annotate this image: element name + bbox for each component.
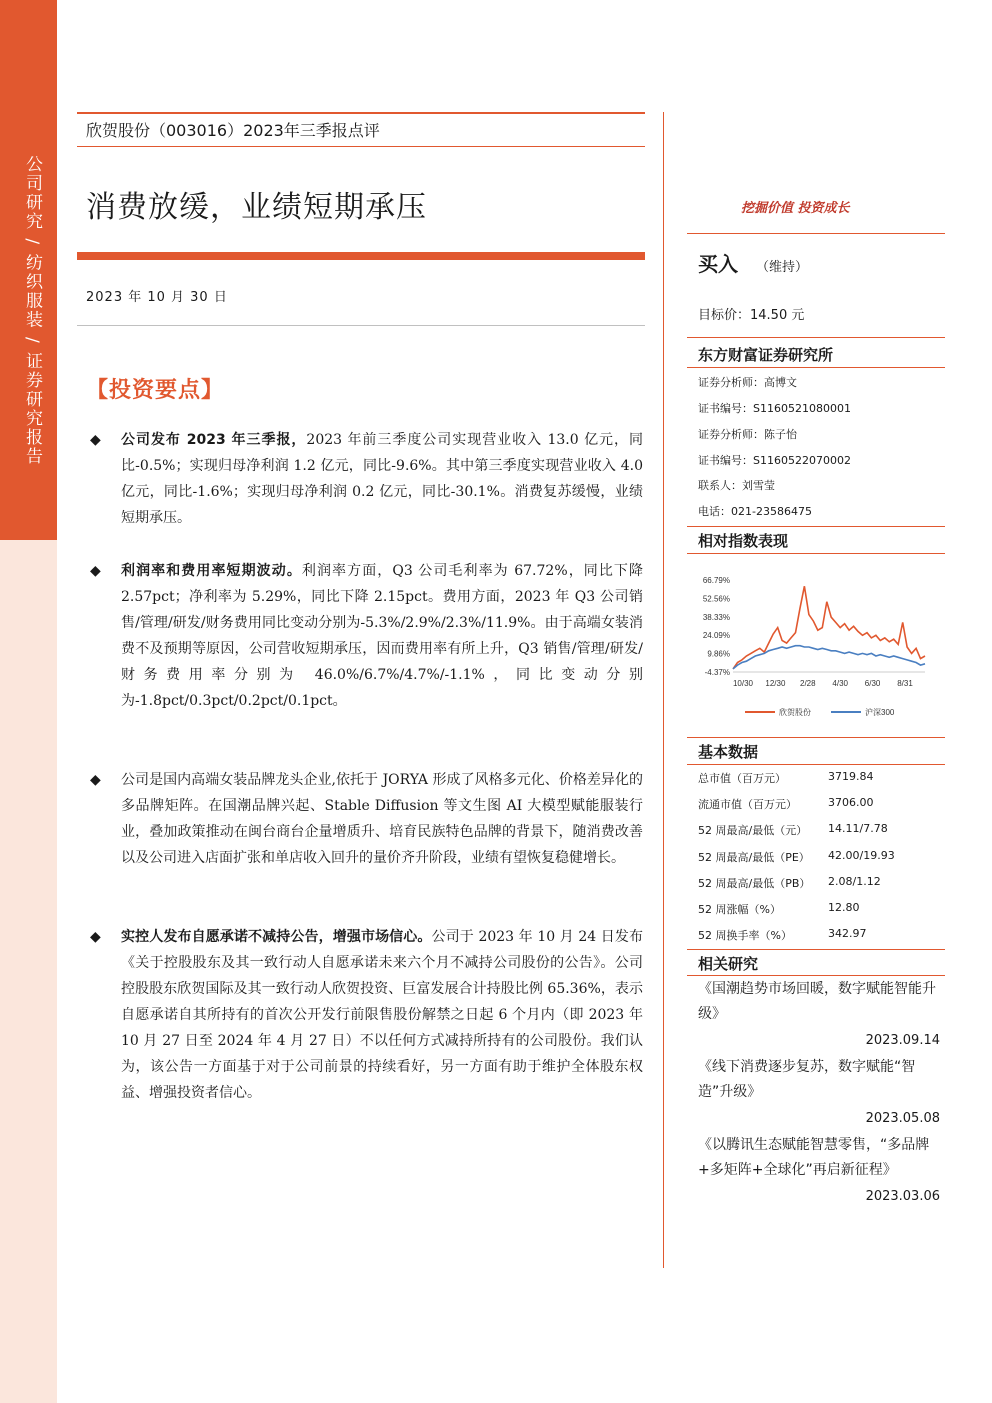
legend-label: 欣贺股份 — [779, 708, 811, 717]
contact-info: 联系人：刘雪莹 — [698, 479, 775, 492]
basic-row — [698, 822, 938, 838]
diamond-bullet-icon: ◆ — [90, 432, 101, 448]
rating: 买入 — [698, 252, 738, 276]
analyst-info: 证书编号：S1160521080001 — [698, 402, 851, 415]
y-tick-label: 24.09% — [702, 631, 730, 641]
rating-note: （维持） — [756, 260, 809, 275]
point-2-text: 利润率方面，Q3 公司毛利率为 67.72%，同比下降 2.57pct；净利率为 5.29%，同比下降 2.15pct。费用方面，2023 年 Q3 公司销售/管理/研发/财务费用同比变动分别为-5.3%/2.9%/2.3%/11.9%。由于高端女装消费不及预期等原因，公司营收短期承压，因而费用率有所上升，Q3 销售/管理/研发/财务费用率分别为 46.0%/6.7%/4.7%/-1.1%，同比变动分别为-1.8pct/0.3pct/0.2pct/0.1pct。 — [121, 563, 643, 709]
point-3 — [121, 767, 643, 871]
basic-value: 3719.84 — [828, 770, 874, 783]
basic-row — [698, 927, 938, 943]
column-divider — [663, 112, 664, 1268]
y-tick-label: -4.37% — [704, 668, 730, 677]
x-tick-label: 6/30 — [864, 679, 881, 688]
x-tick-label: 8/31 — [897, 679, 913, 688]
basic-label: 52 周换手率（%） — [698, 929, 792, 942]
date-divider — [77, 325, 645, 326]
page-title: 消费放缓，业绩短期承压 — [86, 190, 427, 225]
x-tick-label: 12/30 — [765, 679, 786, 688]
sidebar-category: 公司研究 / 纺织服装 / 证券研究报告 — [22, 155, 42, 467]
basic-row — [698, 875, 938, 891]
basic-row — [698, 770, 938, 786]
report-type: 欣贺股份（003016）2023年三季报点评 — [86, 121, 380, 140]
basic-row — [698, 849, 938, 865]
basic-value: 12.80 — [828, 901, 860, 914]
analyst-info: 证券分析师：陈子怡 — [698, 428, 797, 441]
analyst-info: 证券分析师：高博文 — [698, 376, 797, 389]
diamond-bullet-icon: ◆ — [90, 772, 101, 788]
basic-label: 52 周最高/最低（PE） — [698, 851, 810, 864]
institute-name: 东方财富证券研究所 — [698, 346, 834, 364]
related-report-title: 《线下消费逐步复苏，数字赋能“智造”升级》 — [698, 1059, 916, 1100]
x-tick-label: 2/28 — [800, 679, 816, 688]
y-tick-label: 9.86% — [707, 649, 730, 659]
x-tick-label: 4/30 — [832, 679, 848, 688]
basic-value: 3706.00 — [828, 796, 874, 809]
related-report-title: 《国潮趋势市场回暖，数字赋能智能升级》 — [698, 981, 936, 1022]
related-report-title: 《以腾讯生态赋能智慧零售，“多品牌+多矩阵+全球化”再启新征程》 — [698, 1137, 930, 1178]
sidebar — [0, 0, 57, 1403]
perf-line-bottom — [687, 553, 945, 554]
related-research-heading: 相关研究 — [698, 955, 759, 973]
target-price: 目标价：14.50 元 — [698, 308, 805, 323]
perf-line — [687, 526, 945, 527]
point-2-lead: 利润率和费用率短期波动。 — [121, 563, 302, 579]
performance-heading: 相对指数表现 — [698, 532, 789, 550]
relative-performance-chart — [687, 560, 945, 730]
legend-label: 沪深300 — [865, 708, 895, 717]
basic-value: 2.08/1.12 — [828, 875, 881, 888]
basic-label: 总市值（百万元） — [698, 772, 786, 785]
institute-line-bottom — [687, 367, 945, 368]
point-3-text: 公司是国内高端女装品牌龙头企业,依托于 JORYA 形成了风格多元化、价格差异化的多品牌矩阵。在国潮品牌兴起、Stable Diffusion 等文生图 AI 大模型赋能服装行业，叠加政策推动在闽台商台企量增质升、培育民族特色品牌的背景下，随消费改善以及公司进入店面扩张和单店收入回升的量价齐升阶段，业绩有望恢复稳健增长。 — [121, 772, 643, 866]
related-report-date: 2023.05.08 — [865, 1111, 940, 1126]
related-line-bottom — [687, 975, 945, 976]
y-tick-label: 52.56% — [702, 594, 730, 604]
basic-label: 流通市值（百万元） — [698, 798, 797, 811]
diamond-bullet-icon: ◆ — [90, 563, 101, 579]
basic-label: 52 周最高/最低（PB） — [698, 877, 811, 890]
basic-line-bottom — [687, 764, 945, 765]
basic-value: 342.97 — [828, 927, 867, 940]
basic-label: 52 周涨幅（%） — [698, 903, 781, 916]
basic-data-heading: 基本数据 — [698, 743, 759, 761]
point-2 — [121, 558, 643, 714]
point-4-text: 公司于 2023 年 10 月 24 日发布《关于控股股东及其一致行动人自愿承诺未来六个月不减持公司股份的公告》。公司控股股东欣贺国际及其一致行动人欣贺投资、巨富发展合计持股比例 65.36%，表示自愿承诺自其所持有的首次公开发行前限售股份解禁之日起 6 个月内（即 2023 年 10 月 27 日至 2024 年 4 月 27 日）不以任何方式减持所持有的公司股份。我们认为，该公告一方面基于对于公司前景的持续看好，另一方面有助于维护全体股东权益、增强投资者信心。 — [121, 929, 644, 1101]
related-report-date: 2023.03.06 — [865, 1189, 940, 1204]
basic-line — [687, 737, 945, 738]
point-1-lead: 公司发布 2023 年三季报， — [121, 432, 307, 448]
point-4 — [121, 924, 643, 1106]
point-1 — [121, 427, 643, 531]
point-1-text: 2023 年前三季度公司实现营业收入 13.0 亿元，同比-0.5%；实现归母净利润 1.2 亿元，同比-9.6%。其中第三季度实现营业收入 4.0 亿元，同比-1.6%；实现归母净利润 0.2 亿元，同比-30.1%。消费复苏缓慢，业绩短期承压。 — [121, 432, 644, 526]
contact-info: 电话：021-23586475 — [698, 505, 812, 518]
y-tick-label: 66.79% — [702, 576, 730, 585]
basic-row — [698, 901, 938, 917]
basic-value: 14.11/7.78 — [828, 822, 888, 835]
point-4-lead: 实控人发布自愿承诺不减持公告，增强市场信心。 — [121, 929, 432, 945]
section-heading: 【投资要点】 — [86, 378, 225, 403]
rating-top-line — [687, 233, 945, 234]
institute-line — [687, 337, 945, 338]
basic-row — [698, 796, 938, 812]
analyst-info: 证书编号：S1160522070002 — [698, 454, 851, 467]
y-tick-label: 38.33% — [702, 612, 730, 622]
slogan: 挖掘价值 投资成长 — [741, 201, 850, 216]
title-bar — [77, 252, 645, 260]
basic-label: 52 周最高/最低（元） — [698, 824, 808, 837]
header-divider — [77, 112, 645, 114]
header-divider-bottom — [77, 146, 645, 147]
report-date: 2023 年 10 月 30 日 — [86, 290, 228, 305]
x-tick-label: 10/30 — [732, 679, 754, 688]
related-report-date: 2023.09.14 — [865, 1033, 940, 1048]
related-line — [687, 949, 945, 950]
diamond-bullet-icon: ◆ — [90, 929, 101, 945]
basic-value: 42.00/19.93 — [828, 849, 895, 862]
